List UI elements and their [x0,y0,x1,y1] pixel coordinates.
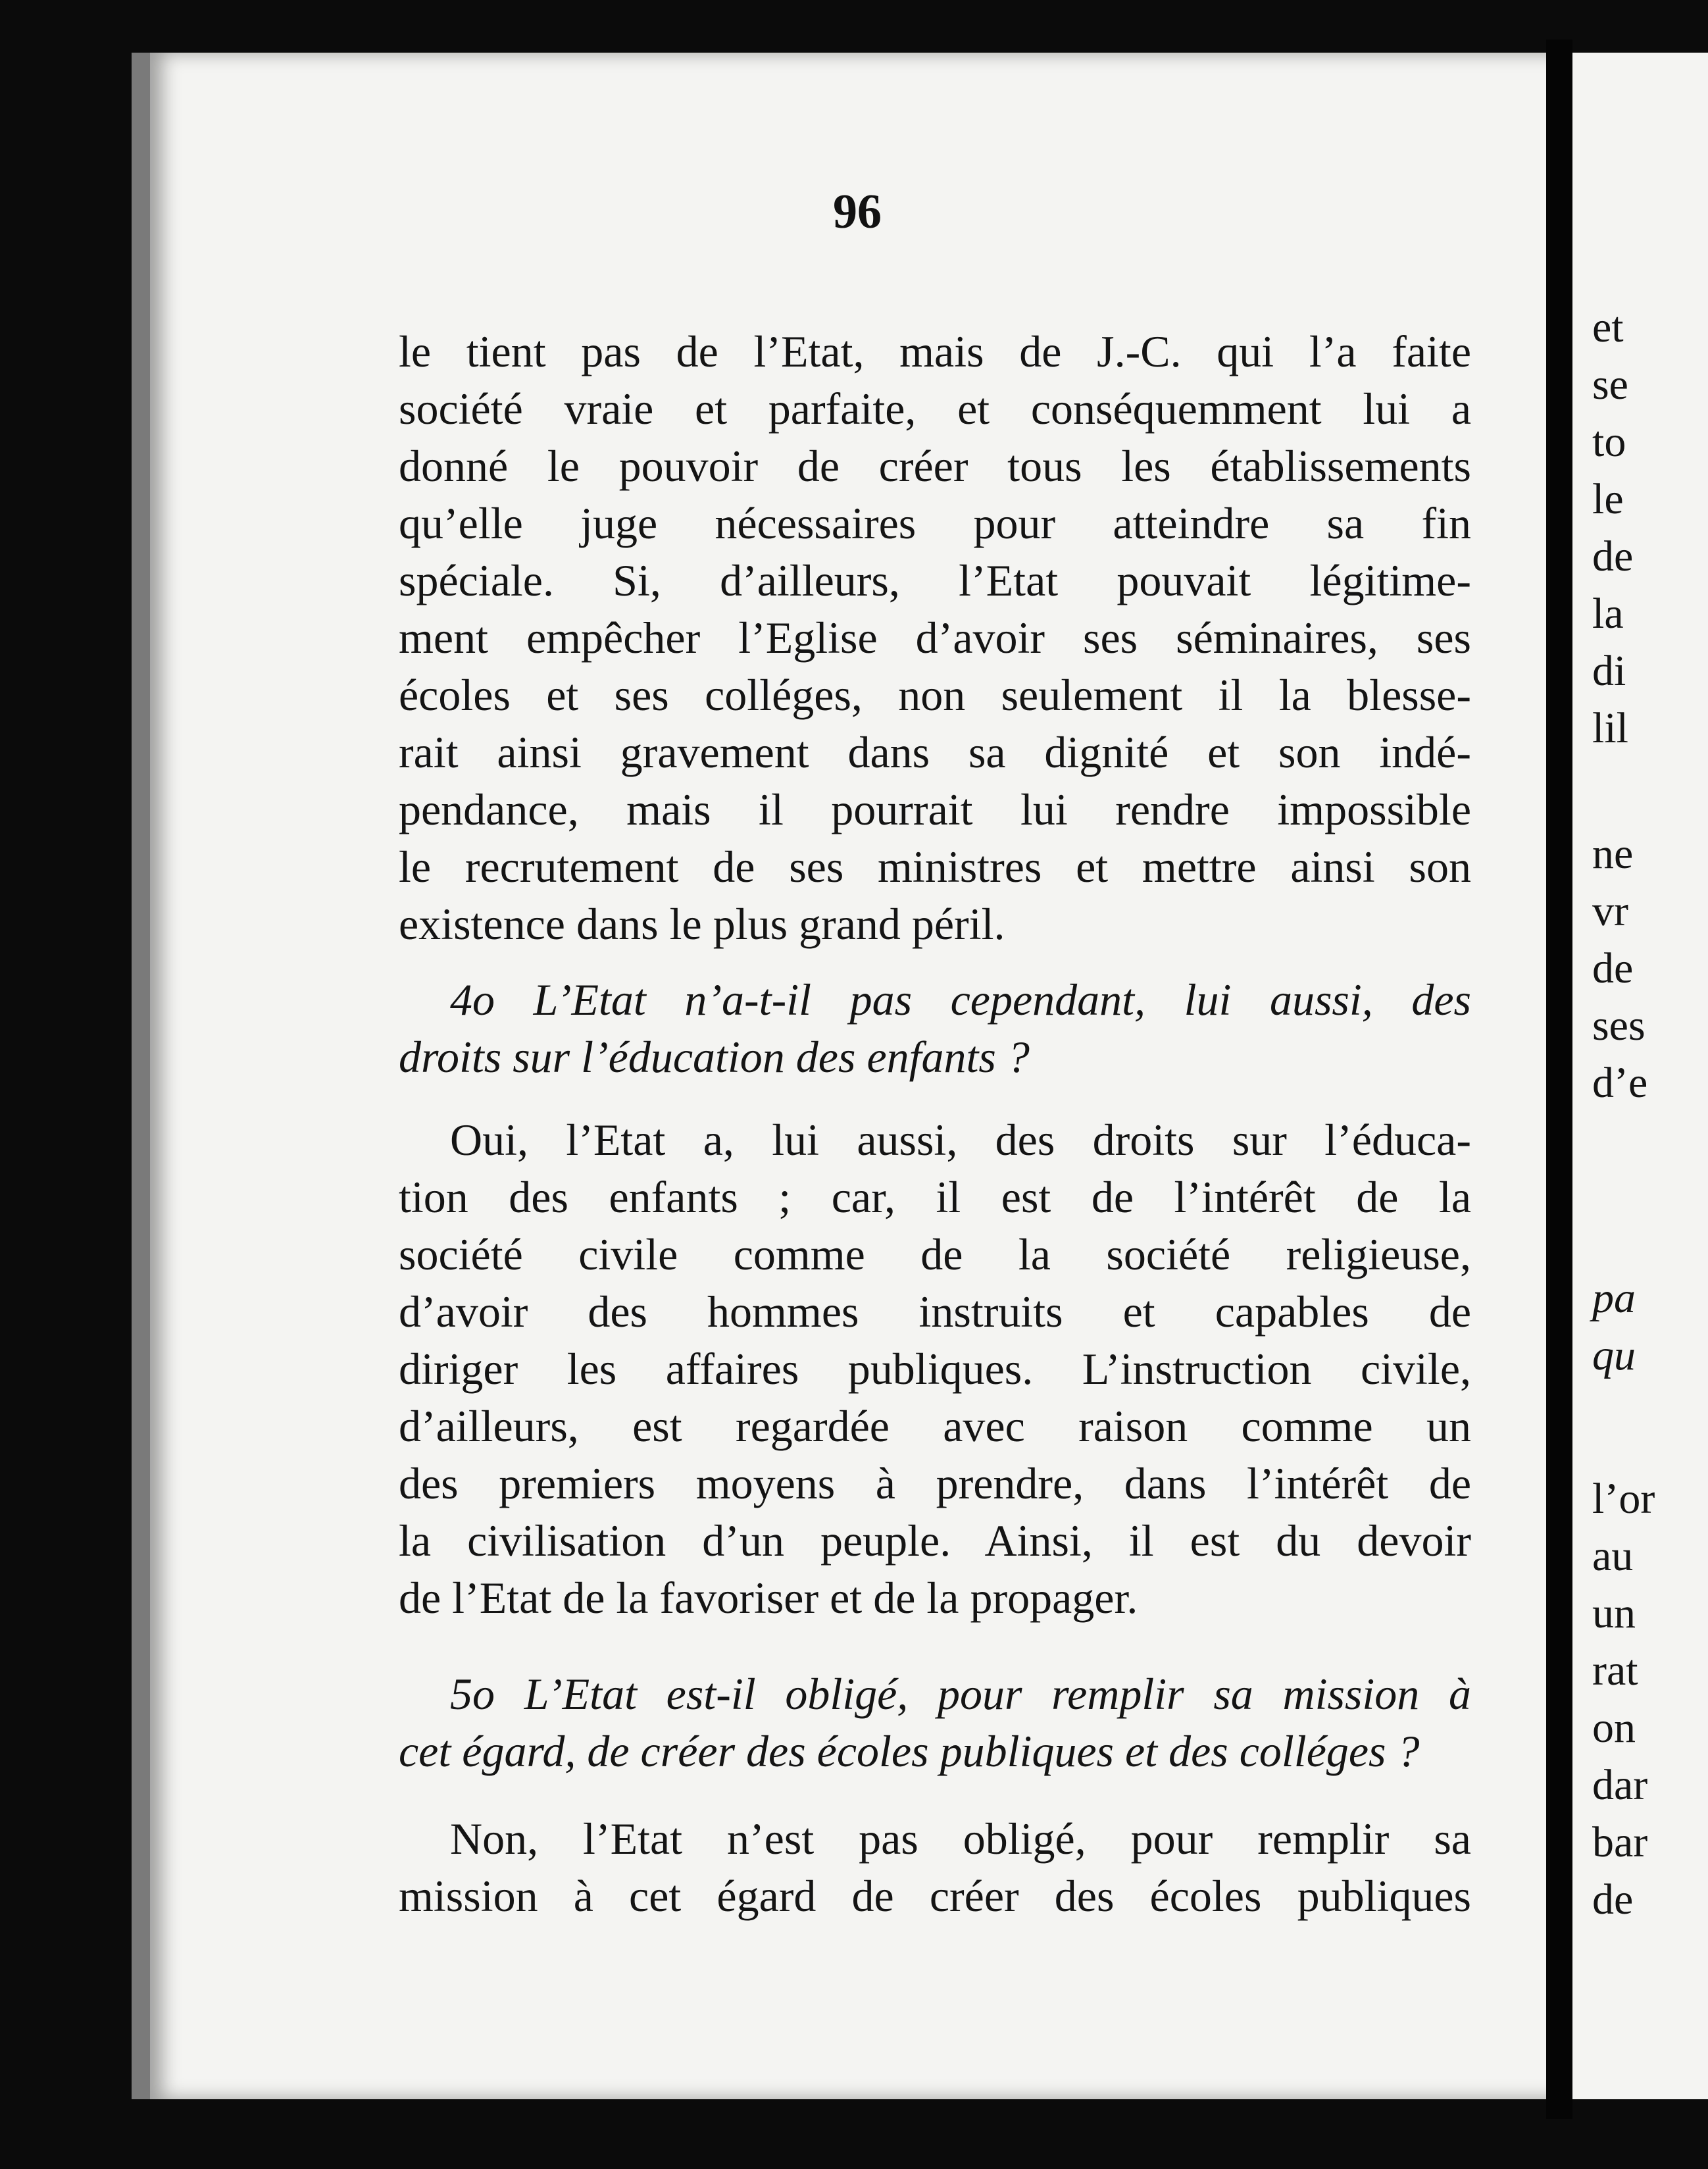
right-page-fragment: to [1592,418,1626,466]
right-page-fragment: de [1592,944,1634,992]
right-page-fragment: di [1592,647,1626,695]
text-line: société civile comme de la société religieuse, [399,1229,1471,1279]
text-line: donné le pouvoir de créer tous les établissements [399,441,1471,491]
question-line: droits sur l’éducation des enfants ? [399,1032,1030,1082]
text-line: d’avoir des hommes instruits et capables de [399,1287,1471,1337]
left-page [132,53,1565,2099]
right-page-fragment: pa [1592,1274,1636,1322]
text-line: mission à cet égard de créer des écoles publiques [399,1871,1471,1921]
right-page-edge [1572,53,1708,2099]
right-page-fragment: au [1592,1532,1634,1580]
right-page-fragment: d’e [1592,1059,1648,1107]
book-gutter [1546,39,1572,2119]
text-line: de l’Etat de la favoriser et de la propager. [399,1573,1138,1623]
text-line: diriger les affaires publiques. L’instruction civile, [399,1344,1471,1394]
text-line: qu’elle juge nécessaires pour atteindre sa fin [399,498,1471,548]
text-line: ment empêcher l’Eglise d’avoir ses séminaires, ses [399,613,1471,663]
right-page-fragment: qu [1592,1331,1636,1379]
text-line: rait ainsi gravement dans sa dignité et son indé- [399,727,1471,777]
question-line: 5o L’Etat est-il obligé, pour remplir sa mission à [450,1669,1471,1719]
right-page-fragment: ses [1592,1002,1645,1050]
right-page-fragment: et [1592,303,1624,351]
right-page-fragment: l’or [1592,1475,1655,1523]
question-line: cet égard, de créer des écoles publiques et des colléges ? [399,1726,1420,1776]
question-line: 4o L’Etat n’a-t-il pas cependant, lui aussi, des [450,975,1471,1025]
text-line: le tient pas de l’Etat, mais de J.-C. qui l’a faite [399,326,1471,376]
text-line: Oui, l’Etat a, lui aussi, des droits sur l’éduca- [450,1115,1471,1165]
text-line: le recrutement de ses ministres et mettre ainsi son [399,842,1471,892]
text-line: écoles et ses colléges, non seulement il la blesse- [399,670,1471,720]
text-line: Non, l’Etat n’est pas obligé, pour remplir sa [450,1814,1471,1864]
right-page-fragment: de [1592,1876,1634,1924]
text-line: pendance, mais il pourrait lui rendre impossible [399,784,1471,834]
text-line: tion des enfants ; car, il est de l’intérêt de la [399,1172,1471,1222]
right-page-fragment: dar [1592,1761,1648,1809]
right-page-fragment: bar [1592,1818,1648,1866]
right-page-fragment: un [1592,1589,1636,1637]
right-page-fragment: de [1592,532,1634,580]
right-page-fragment: la [1592,590,1624,638]
right-page-fragment: ne [1592,830,1634,878]
page-number: 96 [833,185,882,239]
text-line: des premiers moyens à prendre, dans l’intérêt de [399,1458,1471,1508]
text-line: la civilisation d’un peuple. Ainsi, il est du devoir [399,1516,1471,1566]
text-line: spéciale. Si, d’ailleurs, l’Etat pouvait légitime- [399,555,1471,605]
right-page-fragment: lil [1592,704,1629,752]
text-line: existence dans le plus grand péril. [399,899,1005,949]
right-page-fragment: on [1592,1704,1636,1752]
right-page-fragment: rat [1592,1646,1638,1695]
right-page-fragment: le [1592,475,1624,523]
text-line: société vraie et parfaite, et conséquemment lui a [399,384,1471,434]
right-page-fragment: se [1592,361,1628,409]
right-page-fragment: vr [1592,887,1628,935]
text-line: d’ailleurs, est regardée avec raison comme un [399,1401,1471,1451]
